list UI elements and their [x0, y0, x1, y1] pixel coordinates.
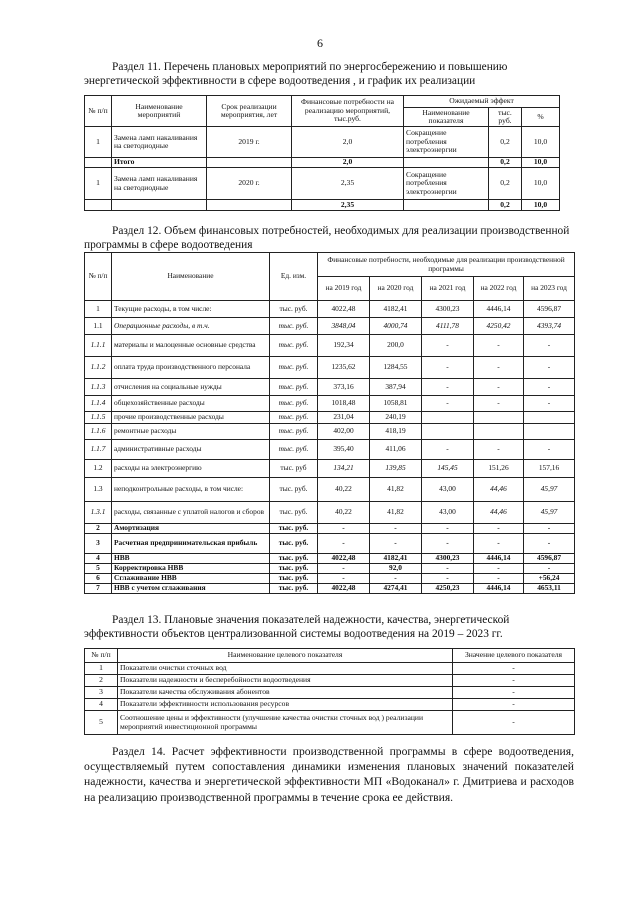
- s13-cell-num: 1: [85, 663, 118, 675]
- s11-cell-pct: 10,0: [522, 127, 560, 158]
- s11-header-indicator: Наименование показателя: [404, 108, 489, 127]
- s12-cell-name: Операционные расходы, в т.ч.: [112, 318, 270, 335]
- s12-cell-unit: тыс. руб.: [270, 379, 318, 396]
- s12-cell-value: 139,85: [370, 460, 422, 478]
- table-row: [85, 396, 575, 412]
- s12-cell-value: -: [318, 574, 370, 584]
- s12-cell-value: -: [524, 524, 575, 534]
- s12-cell-value: 45,97: [524, 502, 575, 524]
- s11-header-thous: тыс. руб.: [489, 108, 522, 127]
- s12-cell-value: 4596,87: [524, 301, 575, 318]
- s13-cell-name: Показатели очистки сточных вод: [118, 663, 453, 675]
- s12-cell-value: 44,46: [474, 502, 524, 524]
- s12-cell-name: административные расходы: [112, 440, 270, 460]
- s13-cell-name: Показатели надежности и бесперебойности водоотведения: [118, 675, 453, 687]
- s12-cell-num: 1.1.6: [85, 424, 112, 440]
- s13-cell-num: 4: [85, 699, 118, 711]
- s13-header-name: Наименование целевого показателя: [118, 649, 453, 663]
- s12-cell-unit: тыс. руб.: [270, 318, 318, 335]
- s11-cell-pct: 10,0: [522, 200, 560, 211]
- s12-cell-value: -: [474, 396, 524, 412]
- table-row: [85, 675, 575, 687]
- s11-header-effect: Ожидаемый эффект: [404, 96, 560, 108]
- s12-cell-num: 1.1.5: [85, 412, 112, 424]
- s12-cell-num: 4: [85, 554, 112, 564]
- section-12-table-body: [85, 301, 575, 594]
- s11-cell-period: [207, 200, 292, 211]
- s13-cell-num: 2: [85, 675, 118, 687]
- s11-cell-period: 2019 г.: [207, 127, 292, 158]
- s12-cell-value: 41,82: [370, 502, 422, 524]
- s12-cell-value: 4300,23: [422, 301, 474, 318]
- s12-cell-num: 1.3.1: [85, 502, 112, 524]
- s12-cell-value: 240,19: [370, 412, 422, 424]
- s12-cell-value: 4596,87: [524, 554, 575, 564]
- table-row: [85, 478, 575, 502]
- s12-cell-value: [422, 412, 474, 424]
- s12-cell-value: -: [474, 357, 524, 379]
- s12-cell-unit: тыс. руб.: [270, 534, 318, 554]
- s12-cell-name: НВВ: [112, 554, 270, 564]
- table-row: [85, 460, 575, 478]
- s12-cell-value: 395,40: [318, 440, 370, 460]
- s12-cell-num: 1.2: [85, 460, 112, 478]
- s12-cell-value: -: [524, 335, 575, 357]
- s11-cell-num: [85, 158, 112, 168]
- table-row: [85, 412, 575, 424]
- s12-cell-num: 1: [85, 301, 112, 318]
- s11-cell-total-label: Итого: [112, 158, 207, 168]
- section-11-title: Раздел 11. Перечень плановых мероприятий по энергосбережению и повышению энергетической эффективности в сфере водоотведения , и график их реализации: [84, 61, 508, 87]
- s12-cell-value: 4446,14: [474, 584, 524, 594]
- s12-cell-value: 387,94: [370, 379, 422, 396]
- s12-cell-num: 6: [85, 574, 112, 584]
- s13-cell-value: -: [453, 711, 575, 735]
- s12-cell-name: материалы и малоценные основные средства: [112, 335, 270, 357]
- s12-cell-value: 4182,41: [370, 554, 422, 564]
- s11-cell-num: [85, 200, 112, 211]
- s12-cell-value: 4250,23: [422, 584, 474, 594]
- s12-cell-unit: тыс. руб.: [270, 554, 318, 564]
- page-number: 6: [317, 36, 323, 50]
- s12-cell-value: -: [422, 379, 474, 396]
- s12-cell-value: 4446,14: [474, 301, 524, 318]
- s12-cell-name: Сглаживание НВВ: [112, 574, 270, 584]
- s13-cell-value: -: [453, 699, 575, 711]
- s12-cell-value: 200,0: [370, 335, 422, 357]
- table-row: [85, 663, 575, 675]
- table-row: [85, 699, 575, 711]
- s12-cell-value: -: [524, 534, 575, 554]
- s12-cell-value: -: [422, 396, 474, 412]
- s12-cell-value: [474, 424, 524, 440]
- s12-cell-value: 40,22: [318, 478, 370, 502]
- s12-cell-num: 5: [85, 564, 112, 574]
- s12-header-year-2019: на 2019 год: [318, 277, 370, 301]
- s12-cell-num: 3: [85, 534, 112, 554]
- section-11-table: [84, 95, 560, 211]
- s12-cell-value: [524, 424, 575, 440]
- s12-cell-name: Амортизация: [112, 524, 270, 534]
- s12-header-finance: Финансовые потребности, необходимые для реализации производственной программы: [318, 253, 575, 277]
- s12-cell-unit: тыс. руб.: [270, 335, 318, 357]
- s12-cell-value: +56,24: [524, 574, 575, 584]
- table-row: [85, 127, 560, 158]
- s11-cell-num: 1: [85, 127, 112, 158]
- section-13-title: Раздел 13. Плановые значения показателей надежности, качества, энергетической эффективности объектов централизованной системы водоотведения на 2019 – 2023 гг.: [84, 614, 510, 640]
- s11-cell-finance: 2,0: [292, 127, 404, 158]
- s12-cell-value: 4274,41: [370, 584, 422, 594]
- s12-cell-name: общехозяйственные расходы: [112, 396, 270, 412]
- table-row: [85, 554, 575, 564]
- s12-cell-value: 45,97: [524, 478, 575, 502]
- s12-cell-value: -: [474, 440, 524, 460]
- table-row: [85, 440, 575, 460]
- table-row: [85, 711, 575, 735]
- s11-cell-total-label: [112, 200, 207, 211]
- s12-cell-value: -: [422, 564, 474, 574]
- s12-cell-value: 151,26: [474, 460, 524, 478]
- s11-cell-finance: 2,35: [292, 200, 404, 211]
- table-row: [85, 318, 575, 335]
- s12-cell-value: -: [474, 534, 524, 554]
- s12-cell-num: 1.1.3: [85, 379, 112, 396]
- s12-cell-value: -: [524, 357, 575, 379]
- table-row: [85, 574, 575, 584]
- s12-cell-value: 4022,48: [318, 554, 370, 564]
- s12-cell-value: -: [318, 524, 370, 534]
- s12-cell-unit: тыс. руб.: [270, 412, 318, 424]
- s12-cell-value: 4653,11: [524, 584, 575, 594]
- s13-cell-name: Соотношение цены и эффективности (улучшение качества очистки сточных вод ) реализации мероприятий инвестиционной программы: [118, 711, 453, 735]
- s12-cell-value: [524, 412, 575, 424]
- s12-cell-value: 411,06: [370, 440, 422, 460]
- s12-cell-unit: тыс. руб.: [270, 424, 318, 440]
- s13-cell-name: Показатели качества обслуживания абонентов: [118, 687, 453, 699]
- s11-header-name: Наименование мероприятий: [112, 96, 207, 127]
- s12-cell-value: 192,34: [318, 335, 370, 357]
- s12-cell-value: -: [318, 534, 370, 554]
- s12-cell-num: 1.1.7: [85, 440, 112, 460]
- s12-cell-value: -: [474, 524, 524, 534]
- s12-cell-value: 41,82: [370, 478, 422, 502]
- s12-cell-value: -: [370, 574, 422, 584]
- s12-cell-value: 145,45: [422, 460, 474, 478]
- s12-cell-value: -: [474, 564, 524, 574]
- s13-cell-value: -: [453, 663, 575, 675]
- s12-cell-value: 418,19: [370, 424, 422, 440]
- s12-cell-value: -: [524, 379, 575, 396]
- s12-cell-value: 1018,48: [318, 396, 370, 412]
- s11-cell-pct: 10,0: [522, 168, 560, 200]
- s11-cell-thous: 0,2: [489, 168, 522, 200]
- s12-cell-name: расходы на электроэнергию: [112, 460, 270, 478]
- s12-cell-value: 44,46: [474, 478, 524, 502]
- table-row: [85, 357, 575, 379]
- s12-cell-value: 4393,74: [524, 318, 575, 335]
- s12-cell-value: -: [524, 564, 575, 574]
- s12-cell-unit: тыс. руб.: [270, 524, 318, 534]
- s12-cell-value: -: [318, 564, 370, 574]
- s12-cell-value: 231,04: [318, 412, 370, 424]
- s12-cell-unit: тыс. руб.: [270, 301, 318, 318]
- s12-cell-value: 4182,41: [370, 301, 422, 318]
- s12-cell-value: 402,00: [318, 424, 370, 440]
- s11-cell-indicator: Сокращение потребления электроэнергии: [404, 168, 489, 200]
- s12-header-name: Наименование: [112, 253, 270, 301]
- s12-cell-num: 1.1.2: [85, 357, 112, 379]
- s12-cell-num: 1.1.1: [85, 335, 112, 357]
- s12-cell-name: Корректировка НВВ: [112, 564, 270, 574]
- s11-cell-num: 1: [85, 168, 112, 200]
- s12-cell-unit: тыс. руб.: [270, 564, 318, 574]
- table-row: [85, 564, 575, 574]
- s11-cell-pct: 10,0: [522, 158, 560, 168]
- s12-cell-value: [422, 424, 474, 440]
- table-row: [85, 301, 575, 318]
- table-row: [85, 158, 560, 168]
- s12-cell-value: -: [422, 524, 474, 534]
- table-row: [85, 584, 575, 594]
- s12-cell-value: 4446,14: [474, 554, 524, 564]
- s11-cell-thous: 0,2: [489, 158, 522, 168]
- s12-cell-name: ремонтные расходы: [112, 424, 270, 440]
- s12-cell-value: 43,00: [422, 478, 474, 502]
- s12-cell-name: оплата труда производственного персонала: [112, 357, 270, 379]
- s12-cell-value: 40,22: [318, 502, 370, 524]
- s12-header-year-2022: на 2022 год: [474, 277, 524, 301]
- s11-cell-name: Замена ламп накаливания на светодиодные: [112, 168, 207, 200]
- s12-cell-value: 4022,48: [318, 584, 370, 594]
- table-row: [85, 502, 575, 524]
- s12-cell-num: 7: [85, 584, 112, 594]
- s12-cell-unit: тыс. руб.: [270, 584, 318, 594]
- s12-cell-value: 4000,74: [370, 318, 422, 335]
- s12-header-num: № п/п: [85, 253, 112, 301]
- s12-cell-value: -: [370, 524, 422, 534]
- s12-cell-value: -: [524, 440, 575, 460]
- s12-cell-value: -: [422, 357, 474, 379]
- s12-cell-unit: тыс. руб.: [270, 440, 318, 460]
- s12-cell-value: -: [474, 335, 524, 357]
- s12-cell-value: 134,21: [318, 460, 370, 478]
- s12-cell-value: -: [422, 440, 474, 460]
- s12-cell-value: 4300,23: [422, 554, 474, 564]
- s12-cell-unit: тыс. руб.: [270, 574, 318, 584]
- s13-header-value: Значение целевого показателя: [453, 649, 575, 663]
- s12-cell-num: 1.3: [85, 478, 112, 502]
- s12-cell-value: 1058,81: [370, 396, 422, 412]
- table-row: [85, 168, 560, 200]
- s12-cell-name: отчисления на социальные нужды: [112, 379, 270, 396]
- table-row: [85, 379, 575, 396]
- s12-cell-value: -: [422, 534, 474, 554]
- s12-cell-unit: тыс. руб.: [270, 502, 318, 524]
- table-row: [85, 200, 560, 211]
- s11-cell-indicator: Сокращение потребления электроэнергии: [404, 127, 489, 158]
- s12-cell-value: 43,00: [422, 502, 474, 524]
- table-row: [85, 335, 575, 357]
- s12-cell-value: 92,0: [370, 564, 422, 574]
- s12-header-year-2021: на 2021 год: [422, 277, 474, 301]
- s12-cell-value: 373,16: [318, 379, 370, 396]
- s12-cell-unit: тыс. руб: [270, 460, 318, 478]
- table-row: [85, 534, 575, 554]
- s13-header-num: № п/п: [85, 649, 118, 663]
- section-13-table: [84, 648, 575, 735]
- s11-header-period: Срок реализации мероприятия, лет: [207, 96, 292, 127]
- s12-cell-value: 4250,42: [474, 318, 524, 335]
- s12-cell-name: Расчетная предпринимательская прибыль: [112, 534, 270, 554]
- s12-cell-value: 4022,48: [318, 301, 370, 318]
- s12-cell-value: -: [474, 574, 524, 584]
- s12-cell-unit: тыс. руб.: [270, 478, 318, 502]
- s12-cell-value: 1284,55: [370, 357, 422, 379]
- s11-cell-thous: 0,2: [489, 127, 522, 158]
- s12-cell-name: расходы, связанные с уплатой налогов и сборов: [112, 502, 270, 524]
- s11-cell-period: 2020 г.: [207, 168, 292, 200]
- s11-header-num: № п/п: [85, 96, 112, 127]
- s11-header-pct: %: [522, 108, 560, 127]
- s11-cell-indicator: [404, 158, 489, 168]
- s12-cell-name: НВВ с учетом сглаживания: [112, 584, 270, 594]
- s13-cell-value: -: [453, 687, 575, 699]
- s12-cell-unit: тыс. руб.: [270, 357, 318, 379]
- s11-cell-indicator: [404, 200, 489, 211]
- s13-cell-num: 5: [85, 711, 118, 735]
- s12-cell-num: 1.1.4: [85, 396, 112, 412]
- s12-cell-value: [474, 412, 524, 424]
- s12-cell-num: 1.1: [85, 318, 112, 335]
- s13-cell-value: -: [453, 675, 575, 687]
- s12-header-unit: Ед. изм.: [270, 253, 318, 301]
- s12-cell-value: -: [422, 574, 474, 584]
- s12-cell-name: прочие производственные расходы: [112, 412, 270, 424]
- s12-cell-name: неподконтрольные расходы, в том числе:: [112, 478, 270, 502]
- s12-cell-value: 1235,62: [318, 357, 370, 379]
- s13-cell-num: 3: [85, 687, 118, 699]
- table-row: [85, 687, 575, 699]
- s12-cell-name: Текущие расходы, в том числе:: [112, 301, 270, 318]
- s12-cell-value: -: [524, 396, 575, 412]
- s11-cell-name: Замена ламп накаливания на светодиодные: [112, 127, 207, 158]
- section-12-title: Раздел 12. Объем финансовых потребностей, необходимых для реализации производственной программы в сфере водоотведения: [84, 225, 570, 251]
- s12-cell-unit: тыс. руб.: [270, 396, 318, 412]
- s12-cell-value: 3848,04: [318, 318, 370, 335]
- s11-cell-period: [207, 158, 292, 168]
- s13-cell-name: Показатели эффективности использования ресурсов: [118, 699, 453, 711]
- s12-header-year-2023: на 2023 год: [524, 277, 575, 301]
- s12-cell-num: 2: [85, 524, 112, 534]
- table-row: [85, 524, 575, 534]
- s12-cell-value: -: [474, 379, 524, 396]
- table-row: [85, 424, 575, 440]
- section-12-table: [84, 252, 575, 594]
- s12-header-year-2020: на 2020 год: [370, 277, 422, 301]
- s12-cell-value: -: [422, 335, 474, 357]
- s12-cell-value: 4111,78: [422, 318, 474, 335]
- s11-header-finance: Финансовые потребности на реализацию мероприятий, тыс.руб.: [292, 96, 404, 127]
- s11-cell-thous: 0,2: [489, 200, 522, 211]
- s12-cell-value: -: [370, 534, 422, 554]
- section-14-text: Раздел 14. Расчет эффективности производственной программы в сфере водоотведения, осуществляемый путем сопоставления динамики изменения плановых значений показателей надежности, качества и энергетической эффективности МП «Водоканал» г. Дмитриева и расходов на реализацию производственной программы в течение срока ее действия.: [84, 745, 574, 804]
- s11-cell-finance: 2,0: [292, 158, 404, 168]
- s11-cell-finance: 2,35: [292, 168, 404, 200]
- s12-cell-value: 157,16: [524, 460, 575, 478]
